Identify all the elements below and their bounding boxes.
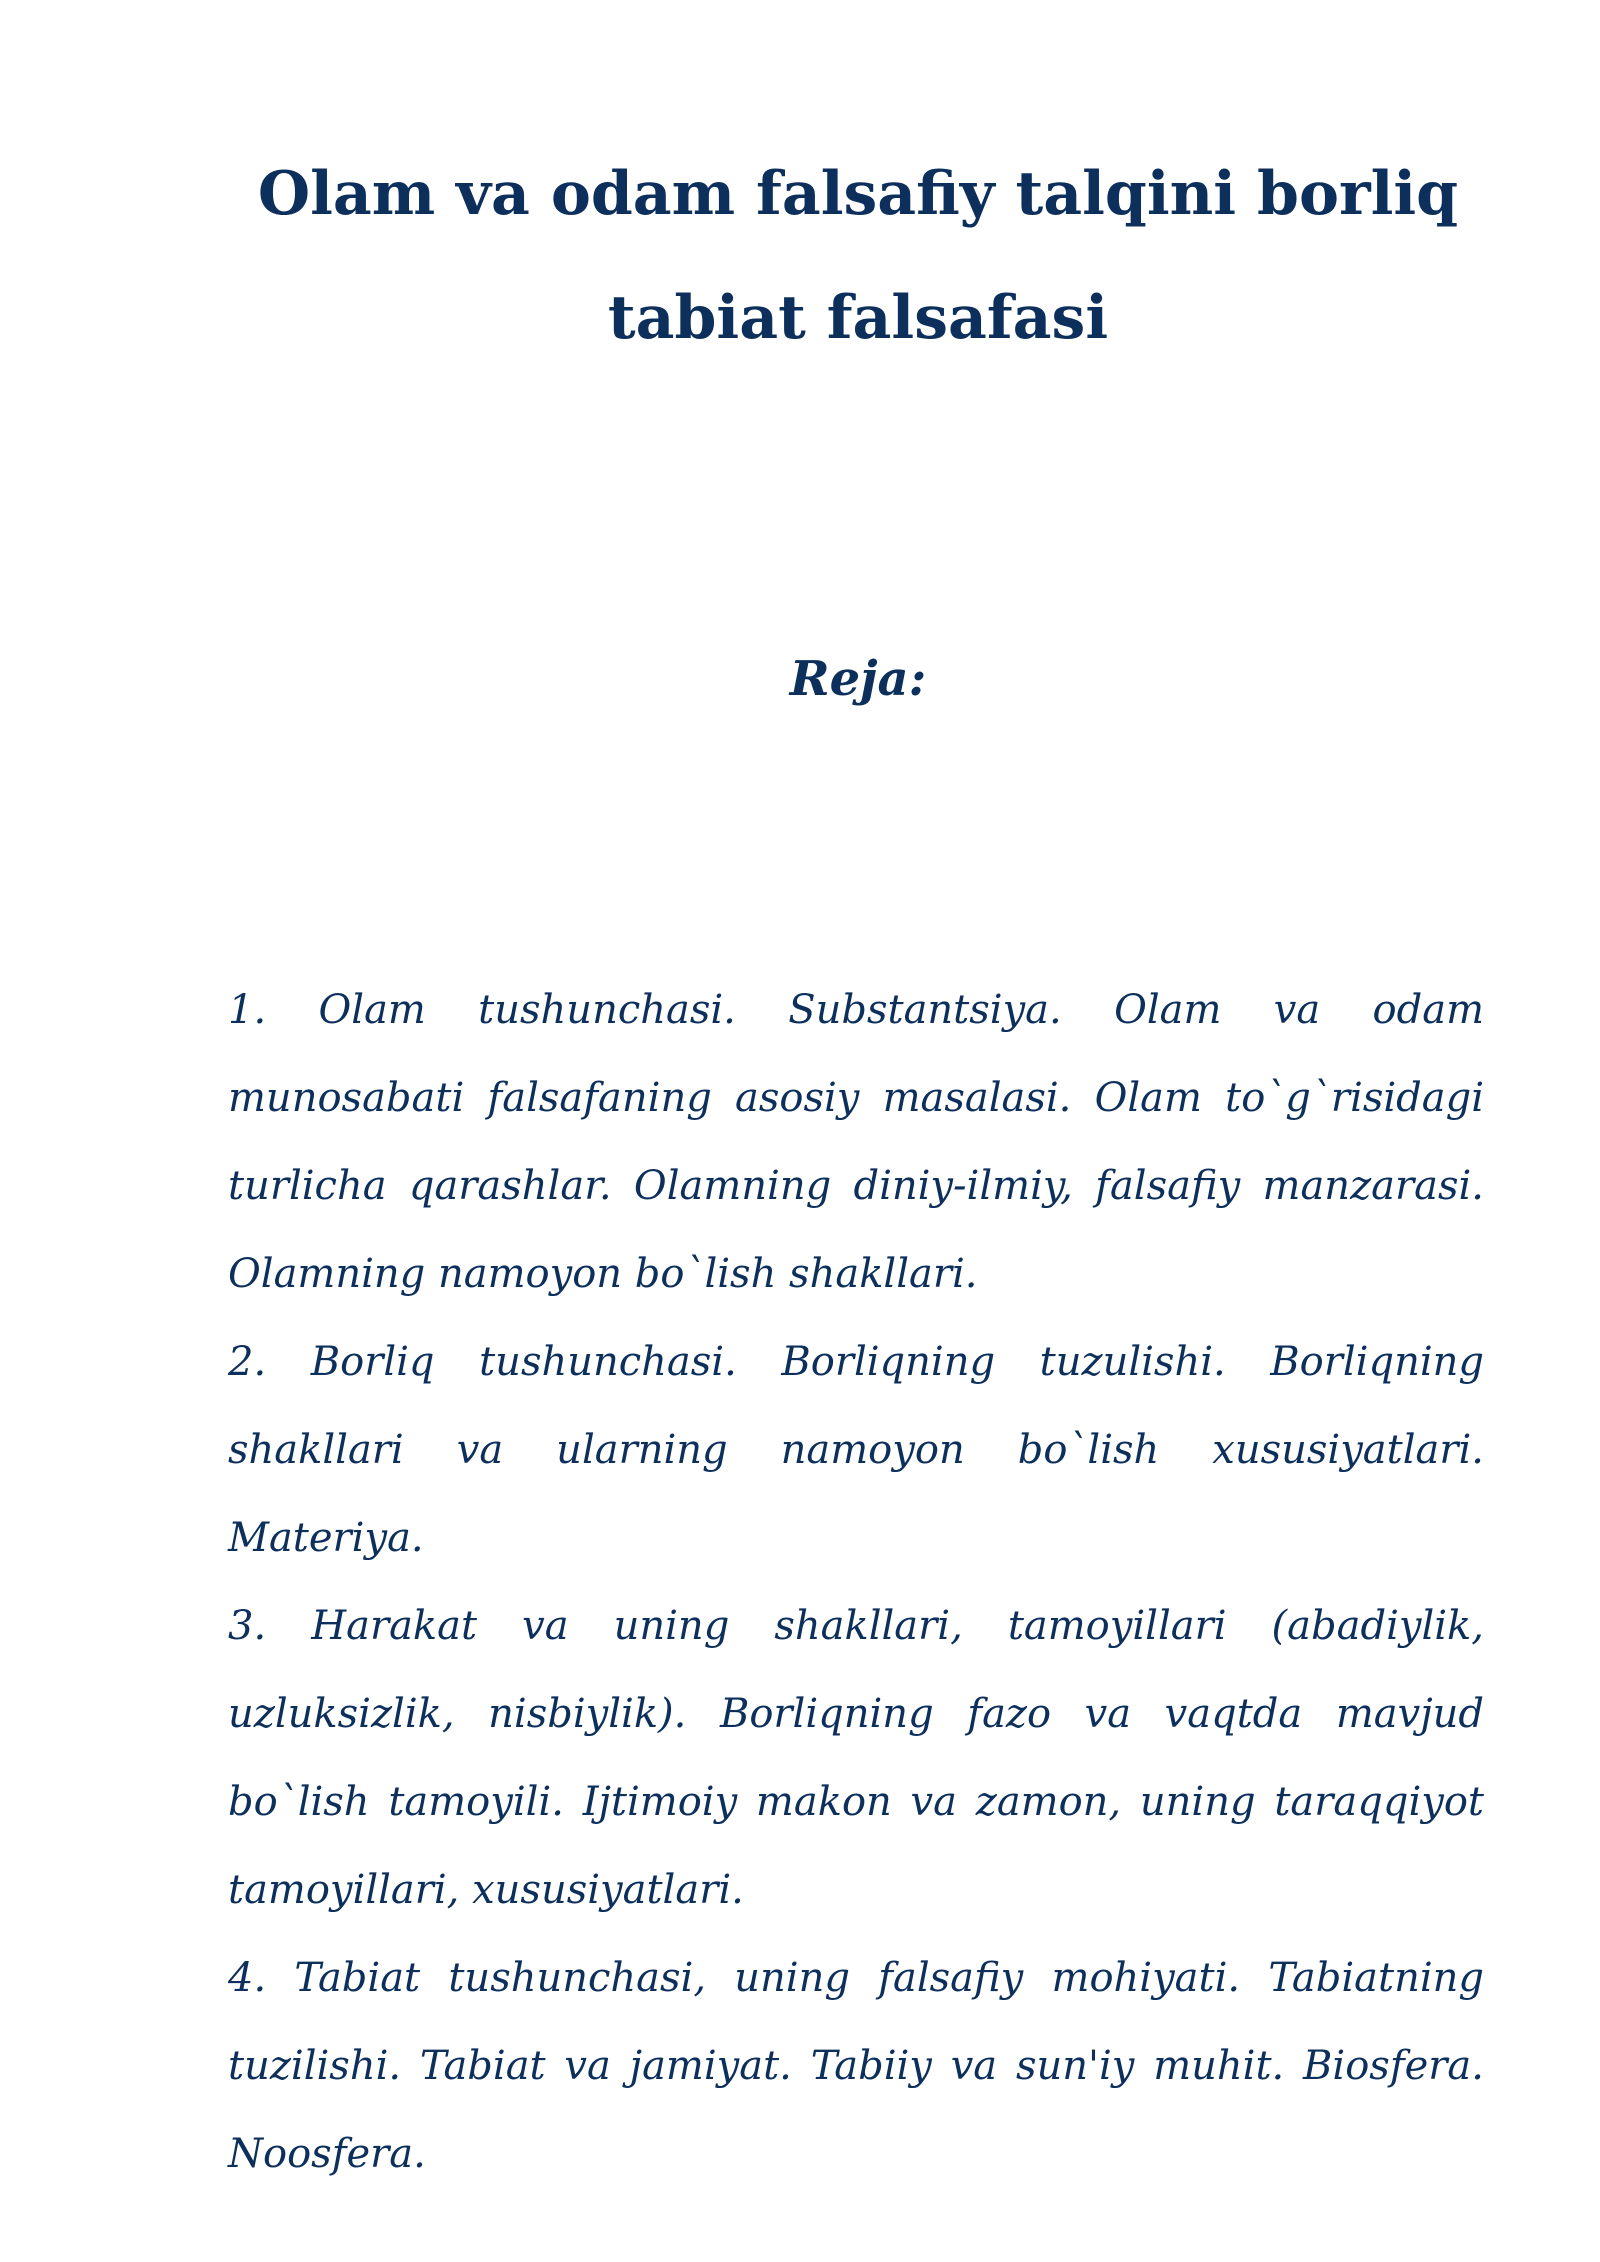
plan-item-2: 2. Borliq tushunchasi. Borliqning tuzulishi. Borliqning shakllari va ularning namoyon bo`lish xususiyatlari. Materiya. <box>228 1339 1484 1561</box>
plan-item-4: 4. Tabiat tushunchasi, uning falsafiy mohiyati. Tabiatning tuzilishi. Tabiat va jamiyat. Tabiiy va sun'iy muhit. Biosfera. Noosfera. <box>228 1955 1484 2177</box>
document-title: Olam va odam falsafiy talqini borliq tabiat falsafasi <box>257 159 1459 353</box>
plan-list <box>228 966 1484 2198</box>
plan-item-1: 1. Olam tushunchasi. Substantsiya. Olam va odam munosabati falsafaning asosiy masalasi. Olam to`g`risidagi turlicha qarashlar. Olamning diniy-ilmiy, falsafiy manzarasi. Olamning namoyon bo`lish shakllari. <box>228 987 1484 1297</box>
plan-heading: Reja: <box>789 651 927 707</box>
plan-item-3: 3. Harakat va uning shakllari, tamoyillari (abadiylik, uzluksizlik, nisbiylik). Borliqning fazo va vaqtda mavjud bo`lish tamoyili. Ijtimoiy makon va zamon, uning taraqqiyot tamoyillari, xususiyatlari. <box>228 1603 1484 1913</box>
